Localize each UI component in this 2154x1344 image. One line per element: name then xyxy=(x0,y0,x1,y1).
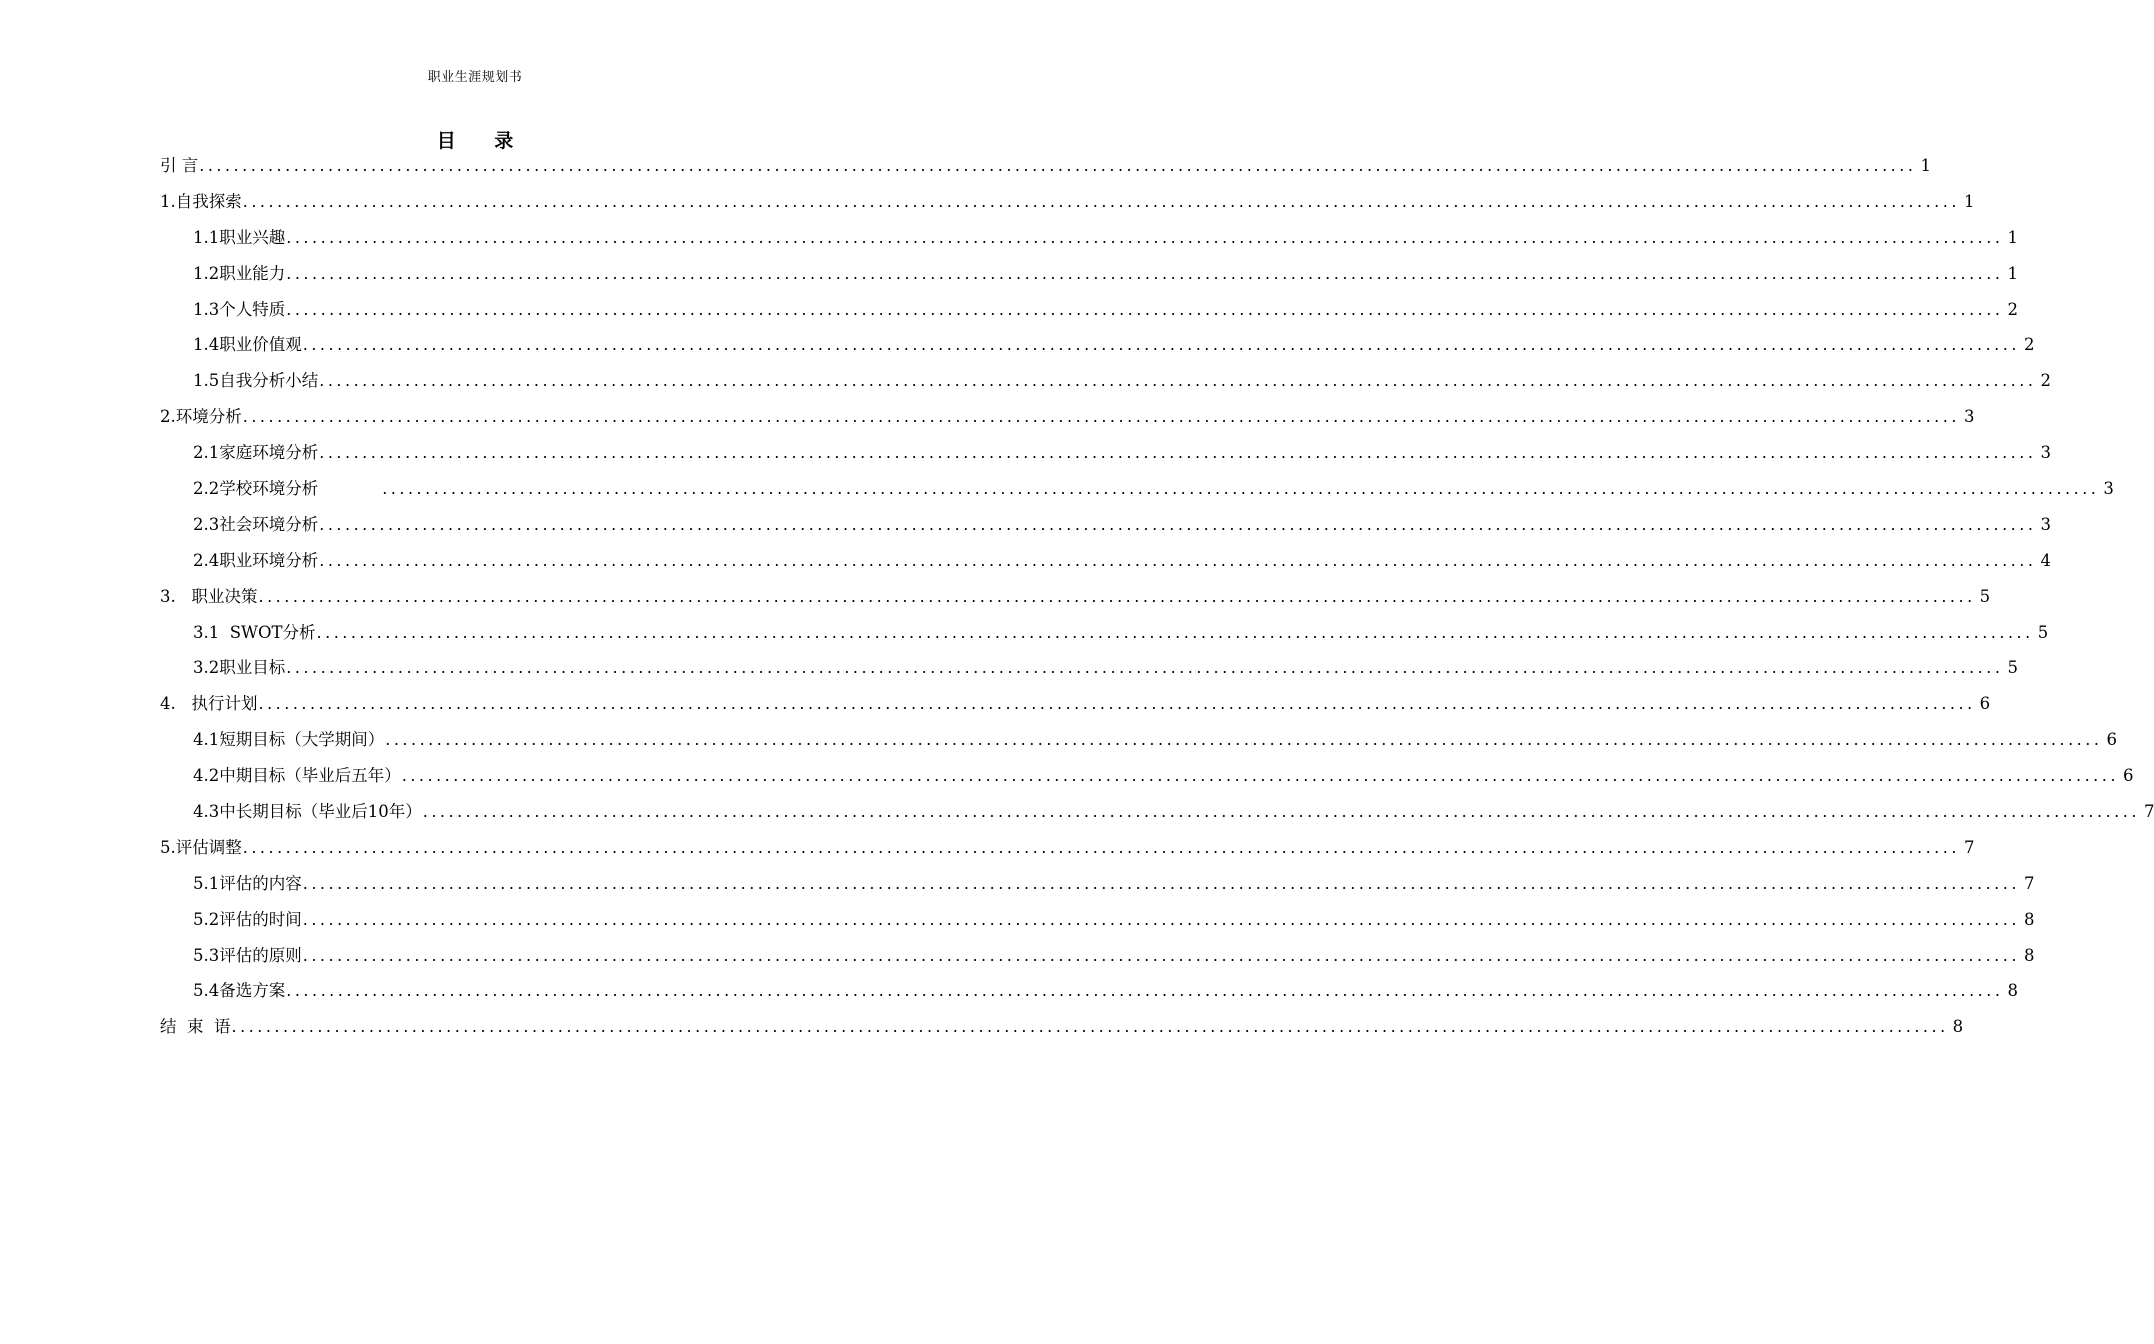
toc-page-number: 7 xyxy=(2023,873,2035,893)
running-header: 职业生涯规划书 xyxy=(427,70,523,85)
toc-entry-label: 2.1家庭环境分析 xyxy=(193,443,319,463)
toc-title: 目 录 xyxy=(436,130,530,152)
toc-entry[interactable] xyxy=(160,1009,1964,1045)
toc-entry-label: 1.3个人特质 xyxy=(193,299,286,319)
toc-entry[interactable] xyxy=(160,363,2051,399)
toc-entry[interactable] xyxy=(160,615,2049,651)
toc-leader-dots: ........................................................................................................................................................................................................ xyxy=(286,981,2004,1001)
toc-entry[interactable] xyxy=(160,722,2117,758)
toc-entry-label: 2.2学校环境分析 xyxy=(193,478,382,498)
toc-leader-dots: ........................................................................................................................................................................................................ xyxy=(302,873,2020,893)
toc-page-number: 1 xyxy=(1963,191,1975,211)
toc-entry[interactable] xyxy=(160,938,2035,974)
toc-leader-dots: ........................................................................................................................................................................................................ xyxy=(242,191,1960,211)
toc-entry[interactable] xyxy=(160,902,2035,938)
toc-entry[interactable] xyxy=(160,650,2018,686)
toc-leader-dots: ........................................................................................................................................................................................................ xyxy=(302,909,2020,929)
toc-page-number: 3 xyxy=(2040,443,2051,463)
toc-entry[interactable] xyxy=(160,148,1931,184)
toc-entry-label: 4.1短期目标（大学期间） xyxy=(193,730,385,750)
toc-leader-dots: ........................................................................................................................................................................................................ xyxy=(316,622,2034,642)
toc-entry-label: 5.1评估的内容 xyxy=(193,873,302,893)
toc-page-number: 2 xyxy=(2023,335,2035,355)
toc-entry-label: 3.1 SWOT分析 xyxy=(193,622,316,642)
toc-page-number: 1 xyxy=(2007,263,2018,283)
toc-entry[interactable] xyxy=(160,686,1991,722)
toc-page-number: 8 xyxy=(1952,1017,1964,1037)
toc-entry[interactable] xyxy=(160,758,2134,794)
toc-page-number: 8 xyxy=(2023,909,2035,929)
toc-entry[interactable] xyxy=(160,184,1975,220)
toc-leader-dots: ........................................................................................................................................................................................................ xyxy=(199,155,1917,175)
toc-entry-label: 5.4备选方案 xyxy=(193,981,286,1001)
toc-entry-label: 4.2中期目标（毕业后五年） xyxy=(193,766,401,786)
toc-leader-dots: ........................................................................................................................................................................................................ xyxy=(382,478,2100,498)
toc-leader-dots: ........................................................................................................................................................................................................ xyxy=(319,550,2037,570)
toc-entry-label: 2.4职业环境分析 xyxy=(193,550,319,570)
toc-entry[interactable] xyxy=(160,292,2018,328)
toc-page-number: 6 xyxy=(2122,766,2134,786)
toc-leader-dots: ........................................................................................................................................................................................................ xyxy=(319,443,2037,463)
toc-page-number: 4 xyxy=(2040,550,2051,570)
toc-page-number: 6 xyxy=(1979,694,1991,714)
toc-entry[interactable] xyxy=(160,830,1975,866)
toc-entry[interactable] xyxy=(160,327,2035,363)
toc-entry[interactable] xyxy=(160,399,1975,435)
toc-entry[interactable] xyxy=(160,471,2114,507)
toc-leader-dots: ........................................................................................................................................................................................................ xyxy=(286,263,2004,283)
toc-page-number: 8 xyxy=(2023,945,2035,965)
toc-entry-label: 5.3评估的原则 xyxy=(193,945,302,965)
toc-page-number: 1 xyxy=(2007,227,2018,247)
toc-page-number: 7 xyxy=(1963,837,1975,857)
toc-page-number: 8 xyxy=(2007,981,2018,1001)
toc-page-number: 3 xyxy=(2103,478,2114,498)
toc-leader-dots: ........................................................................................................................................................................................................ xyxy=(302,335,2020,355)
toc-leader-dots: ........................................................................................................................................................................................................ xyxy=(319,514,2037,534)
toc-page-number: 1 xyxy=(1920,155,1931,175)
toc-leader-dots: ........................................................................................................................................................................................................ xyxy=(385,730,2103,750)
toc-entry-label: 1.自我探索 xyxy=(160,191,242,211)
toc-page-number: 5 xyxy=(2007,658,2018,678)
toc-entry[interactable] xyxy=(160,435,2051,471)
toc-page-number: 5 xyxy=(2037,622,2049,642)
toc-entry-label: 引 言 xyxy=(160,155,199,175)
toc-leader-dots: ........................................................................................................................................................................................................ xyxy=(231,1017,1949,1037)
toc-leader-dots: ........................................................................................................................................................................................................ xyxy=(302,945,2020,965)
toc-entry-label: 2.环境分析 xyxy=(160,407,242,427)
toc-entry-label: 1.5自我分析小结 xyxy=(193,371,319,391)
toc-page-number: 5 xyxy=(1979,586,1991,606)
toc-entry-label: 4. 执行计划 xyxy=(160,694,258,714)
toc-entry-label: 3.2职业目标 xyxy=(193,658,286,678)
toc-leader-dots: ........................................................................................................................................................................................................ xyxy=(319,371,2037,391)
toc-leader-dots: ........................................................................................................................................................................................................ xyxy=(258,694,1976,714)
toc-entry[interactable] xyxy=(160,794,2154,830)
toc-leader-dots: ........................................................................................................................................................................................................ xyxy=(401,766,2119,786)
toc-entry-label: 1.4职业价值观 xyxy=(193,335,302,355)
toc-entry-label: 结 束 语 xyxy=(160,1017,231,1037)
toc-page-number: 2 xyxy=(2007,299,2018,319)
toc-entry-label: 1.2职业能力 xyxy=(193,263,286,283)
toc-entry[interactable] xyxy=(160,973,2018,1009)
table-of-contents xyxy=(160,148,2154,1045)
toc-entry[interactable] xyxy=(160,256,2018,292)
toc-leader-dots: ........................................................................................................................................................................................................ xyxy=(242,407,1960,427)
toc-entry-label: 3. 职业决策 xyxy=(160,586,258,606)
toc-entry[interactable] xyxy=(160,579,1991,615)
toc-entry[interactable] xyxy=(160,543,2051,579)
toc-entry-label: 2.3社会环境分析 xyxy=(193,514,319,534)
toc-leader-dots: ........................................................................................................................................................................................................ xyxy=(242,837,1960,857)
toc-leader-dots: ........................................................................................................................................................................................................ xyxy=(286,658,2004,678)
toc-entry-label: 5.评估调整 xyxy=(160,837,242,857)
toc-page-number: 2 xyxy=(2040,371,2051,391)
toc-entry[interactable] xyxy=(160,866,2035,902)
toc-leader-dots: ........................................................................................................................................................................................................ xyxy=(422,801,2140,821)
toc-page-number: 6 xyxy=(2106,730,2117,750)
toc-entry[interactable] xyxy=(160,507,2051,543)
toc-page-number: 3 xyxy=(2040,514,2051,534)
toc-page-number: 7 xyxy=(2143,801,2154,821)
toc-entry[interactable] xyxy=(160,220,2018,256)
toc-entry-label: 4.3中长期目标（毕业后10年） xyxy=(193,801,422,821)
toc-leader-dots: ........................................................................................................................................................................................................ xyxy=(258,586,1976,606)
toc-entry-label: 5.2评估的时间 xyxy=(193,909,302,929)
toc-page-number: 3 xyxy=(1963,407,1975,427)
toc-entry-label: 1.1职业兴趣 xyxy=(193,227,286,247)
toc-leader-dots: ........................................................................................................................................................................................................ xyxy=(286,227,2004,247)
toc-leader-dots: ........................................................................................................................................................................................................ xyxy=(286,299,2004,319)
